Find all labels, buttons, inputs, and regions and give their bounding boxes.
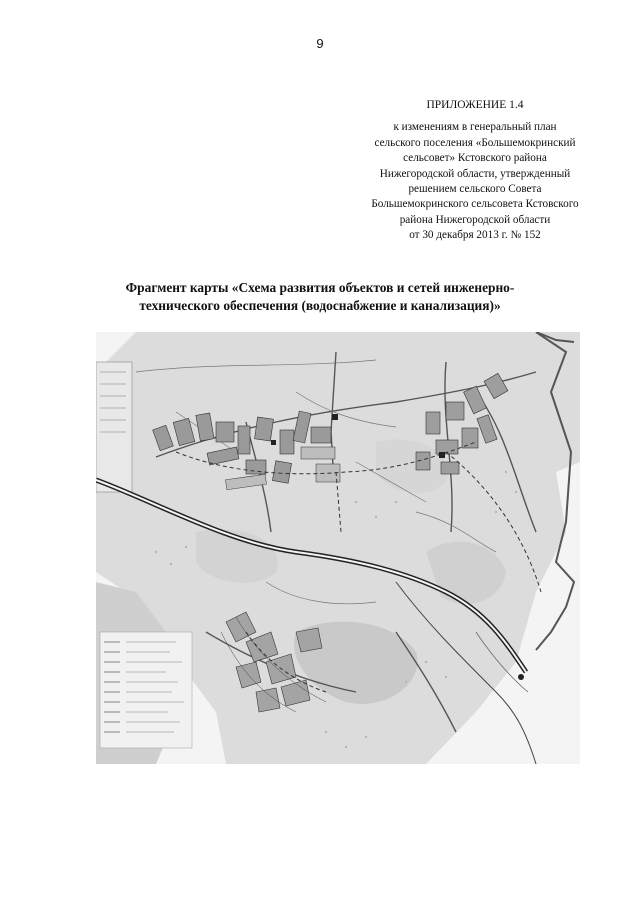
appendix-heading: ПРИЛОЖЕНИЕ 1.4 bbox=[426, 99, 524, 111]
appendix-line: района Нижегородской области bbox=[399, 213, 551, 226]
page-number: 9 bbox=[316, 36, 324, 51]
appendix-line: решением сельского Совета bbox=[408, 183, 542, 196]
map-title-line-1: Фрагмент карты «Схема развития объектов и сетей инженерно- bbox=[125, 280, 515, 295]
appendix-line: Большемокринского сельсовета Кстовского bbox=[371, 198, 579, 211]
appendix-line: Нижегородской области, утвержденный bbox=[379, 167, 571, 180]
appendix-line: от 30 декабря 2013 г. № 152 bbox=[409, 229, 541, 242]
map-title-line-2: технического обеспечения (водоснабжение и канализация)» bbox=[139, 297, 501, 313]
appendix-block bbox=[340, 98, 610, 244]
appendix-line: сельского поселения «Большемокринский bbox=[374, 136, 576, 149]
appendix-line: сельсовет» Кстовского района bbox=[403, 152, 547, 165]
appendix-line: к изменениям в генеральный план bbox=[393, 121, 557, 134]
map-title bbox=[60, 279, 580, 314]
map-fragment bbox=[96, 332, 580, 764]
map-fragment-icon bbox=[96, 332, 580, 764]
